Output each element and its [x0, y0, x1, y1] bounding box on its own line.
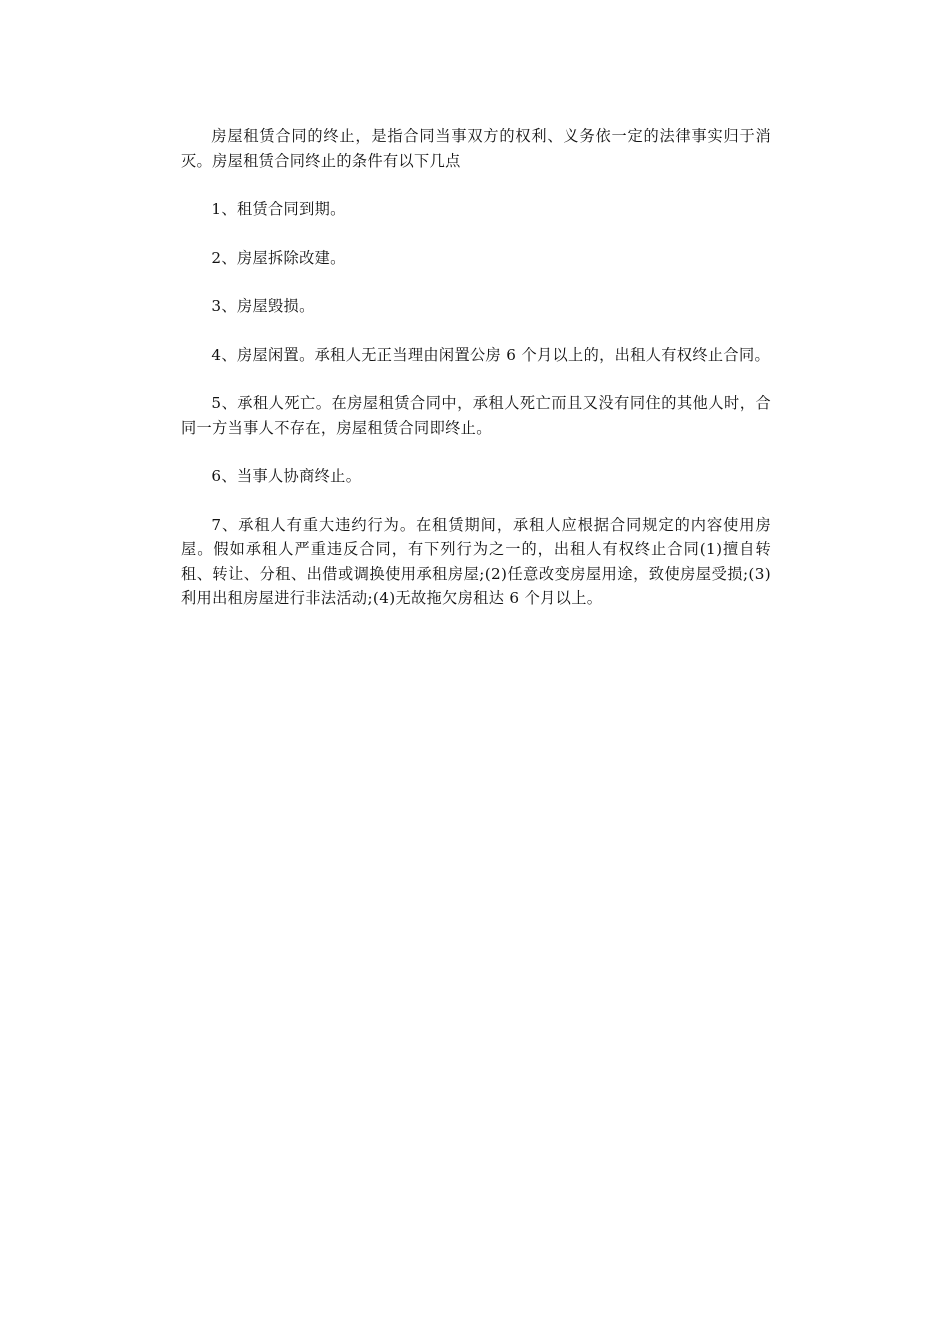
condition-item-4: 4、房屋闲置。承租人无正当理由闲置公房 6 个月以上的，出租人有权终止合同。 [211, 345, 771, 364]
condition-item-7: 7、承租人有重大违约行为。在租赁期间，承租人应根据合同规定的内容使用房屋。假如承租人严重违反合同，有下列行为之一的，出租人有权终止合同(1)擅自转租、转让、分租、出借或调换使用承租房屋;(2)任意改变房屋用途，致使房屋受损;(3)利用出租房屋进行非法活动;(4)无故拖欠房租达 6 个月以上。 [181, 515, 771, 607]
document-body [181, 124, 771, 635]
condition-item-1: 1、租赁合同到期。 [211, 200, 346, 218]
condition-item-3: 3、房屋毁损。 [211, 297, 315, 315]
condition-item-2: 2、房屋拆除改建。 [211, 248, 346, 267]
intro-paragraph: 房屋租赁合同的终止，是指合同当事双方的权利、义务依一定的法律事实归于消灭。房屋租赁合同终止的条件有以下几点 [181, 127, 771, 170]
condition-item-5: 5、承租人死亡。在房屋租赁合同中，承租人死亡而且又没有同住的其他人时，合同一方当事人不存在，房屋租赁合同即终止。 [181, 394, 771, 437]
condition-item-6: 6、当事人协商终止。 [211, 467, 362, 485]
